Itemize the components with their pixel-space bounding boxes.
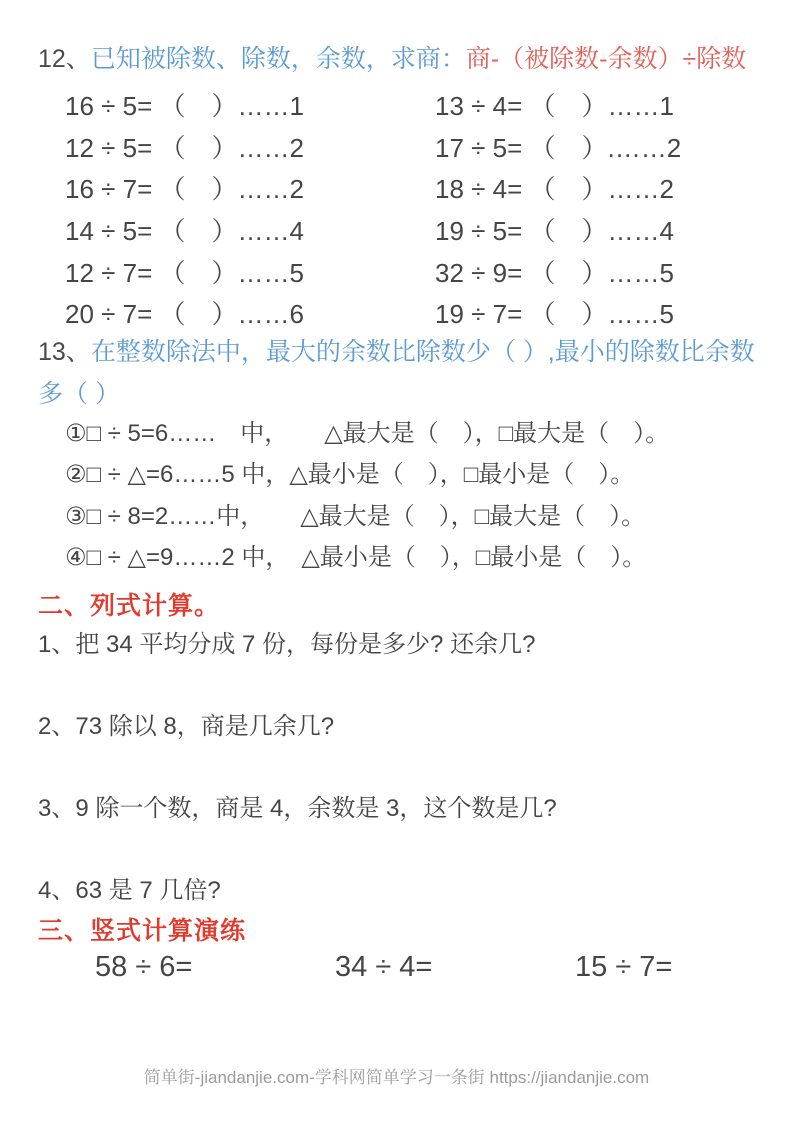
q13-sub-item: ①□ ÷ 5=6…… 中， △最大是（ ），□最大是（ ）。	[65, 420, 670, 447]
division-problem: 12 ÷ 5= （ ）……2	[65, 132, 304, 163]
division-problem: 12 ÷ 7= （ ）……5	[65, 257, 304, 288]
division-problem-row	[65, 209, 783, 251]
q13-sub-item: ②□ ÷ △=6……5 中，△最小是（ ），□最小是（ ）。	[65, 461, 635, 489]
vertical-calc-problem: 15 ÷ 7=	[575, 951, 673, 983]
q13-sub-item: ③□ ÷ 8=2……中， △最大是（ ），□最大是（ ）。	[65, 502, 646, 530]
q12-formula: 商-（被除数-余数）÷除数	[465, 45, 747, 73]
footer-watermark: 简单街-jiandanjie.com-学科网简单学习一条街 https://jiandanjie.com	[143, 1068, 650, 1087]
division-problem-row	[65, 167, 783, 209]
division-problem: 13 ÷ 4= （ ）……1	[435, 91, 674, 122]
division-problem: 32 ÷ 9= （ ）……5	[435, 257, 674, 288]
q12-prompt: 已知被除数、除数，余数，求商：	[90, 45, 466, 73]
q13-heading	[38, 331, 785, 415]
division-problem: 19 ÷ 7= （ ）……5	[435, 299, 674, 330]
q13-text-line1: 在整数除法中，最大的余数比除数少（ ）,最小的除数比余数	[90, 338, 755, 366]
q13-sub-item: ④□ ÷ △=9……2 中， △最小是（ ），□最小是（ ）。	[65, 543, 647, 571]
division-problem-row	[65, 84, 783, 126]
division-problem: 18 ÷ 4= （ ）……2	[435, 174, 674, 205]
section2-title: 二、列式计算。	[38, 592, 221, 620]
vertical-calc-problem: 58 ÷ 6=	[95, 951, 193, 983]
q13-line1	[38, 331, 785, 373]
q12-heading	[38, 42, 783, 76]
section3-title: 三、竖式计算演练	[38, 917, 247, 945]
q12-number: 12、	[38, 45, 91, 73]
division-problem-row	[65, 250, 783, 292]
word-problem-1: 1、把 34 平均分成 7 份，每份是多少? 还余几?	[38, 631, 536, 658]
division-problem-row	[65, 292, 783, 334]
division-problem: 20 ÷ 7= （ ）……6	[65, 299, 304, 330]
division-problem: 17 ÷ 5= （ ）.……2	[435, 132, 682, 163]
word-problem-2: 2、73 除以 8，商是几余几?	[38, 713, 335, 740]
q13-number: 13、	[38, 338, 91, 366]
division-problem: 14 ÷ 5= （ ）……4	[65, 216, 304, 247]
division-problem-row	[65, 126, 783, 168]
q13-text-line2: 多（ ）	[38, 380, 120, 408]
division-problem: 19 ÷ 5= （ ）……4	[435, 216, 674, 247]
word-problem-3: 3、9 除一个数，商是 4，余数是 3，这个数是几?	[38, 795, 557, 822]
word-problem-4: 4、63 是 7 几倍?	[38, 877, 221, 904]
q12-problem-grid	[65, 84, 783, 334]
q13-sub-items	[65, 413, 783, 578]
division-problem: 16 ÷ 7= （ ）……2	[65, 174, 304, 205]
division-problem: 16 ÷ 5= （ ）……1	[65, 91, 304, 122]
vertical-calc-row	[0, 951, 793, 991]
vertical-calc-problem: 34 ÷ 4=	[335, 951, 433, 983]
